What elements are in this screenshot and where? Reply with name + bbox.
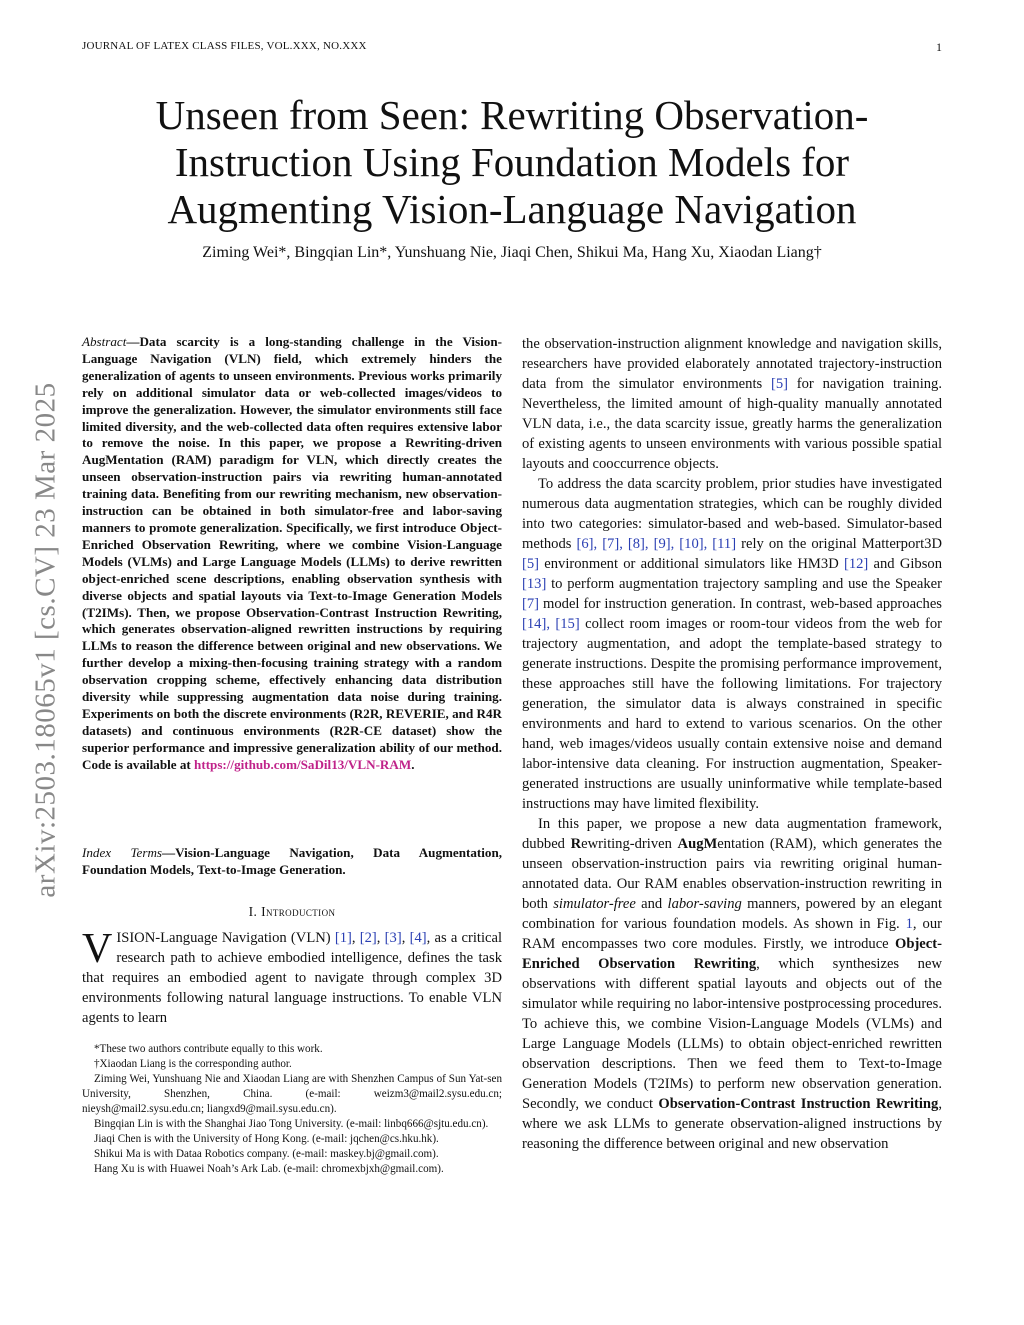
citation-link[interactable]: [2] [359, 930, 377, 946]
citation-link[interactable]: [5] [522, 556, 540, 572]
text-run: collect room images or room-tour videos from the web for trajectory augmentation, and adopt the template-based strategy to generate instructions. Despite the promising performance improvement, these approaches still have the following limitations. For trajectory generation, the simulator data is always constrained in specific environments and hard to extend to various scenarios. On the other hand, web images/videos usually contain extensive noise and demand labor-intensive data cleaning. For instruction augmentation, Speaker-generated instructions are usually uninformative while template-based instructions may have limited flexibility. [522, 616, 942, 812]
citation-link[interactable]: [7] [522, 596, 540, 612]
section-title: Introduction [261, 904, 336, 919]
bold-letter: R [570, 836, 582, 852]
citation-link[interactable]: [12] [843, 556, 869, 572]
index-terms-text: —Vision-Language Navigation, Data Augmentation, Foundation Models, Text-to-Image Generation. [82, 845, 502, 877]
text-run: rely on the original Matterport3D [736, 536, 942, 552]
drop-cap: V [82, 926, 113, 972]
paragraph [522, 814, 942, 1154]
footnote: *These two authors contribute equally to this work. [94, 1043, 323, 1055]
bold-letter: M [703, 836, 718, 852]
text-run: , our RAM encompasses two core modules. Firstly, we introduce [522, 916, 942, 952]
index-terms-label: Index Terms [82, 845, 163, 860]
section-heading [82, 904, 502, 920]
text-run: environment or additional simulators like HM3D [539, 556, 844, 572]
text-run: ewriting-driven [581, 836, 678, 852]
italic-term: simulator-free [553, 896, 636, 912]
footnote: Hang Xu is with Huawei Noah’s Ark Lab. (e-mail: chromexbjxh@gmail.com). [94, 1163, 444, 1175]
text-run: the observation-instruction alignment knowledge and navigation skills, researchers have provided elaborately annotated trajectory-instruction data from the simulator environments [522, 336, 942, 392]
footnote: Ziming Wei, Yunshuang Nie and Xiaodan Liang are with Shenzhen Campus of Sun Yat-sen University, Shenzhen, China. (e-mail: weizm3@mail2.sysu.edu.cn; nieysh@mail2.sysu.edu.cn; liangxd9@mail.sysu.edu.cn). [82, 1073, 502, 1115]
text-run: and Gibson [868, 556, 942, 572]
footnote: Shikui Ma is with Dataa Robotics company. (e-mail: maskey.bj@gmail.com). [94, 1148, 439, 1160]
paragraph [522, 334, 942, 474]
text-run: entation (RAM), which generates the unseen observation-instruction pairs via rewriting original human-annotated data. Our RAM enables observation-instruction rewriting in both [522, 836, 942, 912]
text-run: for navigation training. Nevertheless, the limited amount of high-quality manually annotated VLN data, i.e., the data scarcity issue, greatly harms the generalization of existing agents to unseen environments with various possible spatial layouts and cooccurrence objects. [522, 376, 942, 472]
abstract [82, 334, 502, 774]
paragraph [522, 474, 942, 814]
module-name: Observation-Contrast Instruction Rewriting [658, 1096, 939, 1112]
citation-link[interactable]: [3] [384, 930, 402, 946]
intro-text-a: ISION-Language Navigation (VLN) [116, 930, 335, 946]
citation-link[interactable]: [13] [522, 576, 547, 592]
module-name: Object-Enriched Observation Rewriting [522, 936, 942, 972]
citation-link[interactable]: [4] [409, 930, 427, 946]
author-list: Ziming Wei*, Bingqian Lin*, Yunshuang Nie, Jiaqi Chen, Shikui Ma, Hang Xu, Xiaodan Liang† [202, 244, 822, 261]
index-terms [82, 845, 502, 879]
italic-term: labor-saving [667, 896, 742, 912]
text-run: and [635, 896, 668, 912]
abstract-label: Abstract [82, 334, 127, 349]
right-column [522, 334, 942, 1154]
footnote: †Xiaodan Liang is the corresponding author. [94, 1058, 292, 1070]
citation-link[interactable]: [14], [15] [522, 616, 580, 632]
footnote: Bingqian Lin is with the Shanghai Jiao Tong University. (e-mail: linbq666@sjtu.edu.cn). [94, 1118, 489, 1130]
code-link[interactable]: https://github.com/SaDil13/VLN-RAM [194, 756, 412, 772]
text-run: manners, powered by an elegant combination for various foundation models. As shown in Fig. [522, 896, 943, 932]
text-run: to perform augmentation trajectory sampling and use the Speaker [546, 576, 942, 592]
text-run: In this paper, we propose a new data augmentation framework, dubbed [522, 816, 942, 852]
page-number: 1 [936, 40, 942, 54]
footnotes [82, 1042, 502, 1177]
section-number: I. [248, 904, 258, 919]
paper-title: Unseen from Seen: Rewriting Observation-Instruction Using Foundation Models for Augmenting Vision-Language Navigation [155, 92, 869, 232]
bold-letter: Aug [677, 836, 704, 852]
abstract-end: . [411, 756, 415, 772]
abstract-text: —Data scarcity is a long-standing challenge in the Vision-Language Navigation (VLN) field, which extremely hinders the generalization of agents to unseen environments. Previous works primarily rely on additional simulator data or web-collected images/videos to improve the generalization. However, the simulator environments still face limited diversity, and the web-collected data often requires extensive labor to remove the noise. In this paper, we propose a Rewriting-driven AugMentation (RAM) paradigm for VLN, which directly creates the unseen observation-instruction pairs via rewriting human-annotated training data. Benefiting from our rewriting mechanism, new observation-instruction can be obtained in both simulator-free and labor-saving manners to promote generalization. Specifically, we first introduce Object-Enriched Observation Rewriting, where we combine Vision-Language Models (VLMs) and Large Language Models (LLMs) to derive rewritten object-enriched scene descriptions, enabling observation synthesis with diverse objects and spatial layouts via Text-to-Image Generation Models (T2IMs). Then, we propose Observation-Contrast Instruction Rewriting, which generates observation-aligned rewritten instructions by requiring LLMs to reason the difference between original and new observations. We further develop a mixing-then-focusing training strategy with a random observation cropping scheme, effectively enhancing data distribution diversity while suppressing augmentation data noise during training. Experiments on both the discrete environments (R2R, REVERIE, and R4R datasets) and continuous environments (R2R-CE dataset) show the superior performance and impressive generalization ability of our method. Code is available at [82, 334, 502, 772]
arxiv-stamp: arXiv:2503.18065v1 [cs.CV] 23 Mar 2025 [29, 382, 62, 898]
text-run: model for instruction generation. In contrast, web-based approaches [539, 596, 942, 612]
footnote: Jiaqi Chen is with the University of Hong Kong. (e-mail: jqchen@cs.hku.hk). [94, 1133, 439, 1145]
citation-link[interactable]: [1] [334, 930, 352, 946]
text-run: To address the data scarcity problem, prior studies have investigated numerous data augmentation strategies, which can be roughly divided into two categories: simulator-based and web-based. Simulator-based methods [522, 476, 942, 552]
citation-link[interactable]: [6], [7], [8], [9], [10], [11] [576, 536, 737, 552]
intro-text-b: as a critical research path to achieve embodied intelligence, defines the task that requires an embodied agent to navigate through complex 3D environments following natural language instructions. To enable VLN agents to learn [82, 930, 503, 1026]
citation-link[interactable]: [5] [770, 376, 788, 392]
figure-ref-link[interactable]: 1 [905, 916, 913, 932]
text-run: , where we ask LLMs to generate observation-aligned instructions by reasoning the difference between original and new observation [522, 1096, 942, 1152]
text-run: , which synthesizes new observations with different spatial layouts and objects out of the simulator while requiring no labor-intensive postprocessing procedures. To achieve this, we combine Vision-Language Models (VLMs) and Large Language Models (LLMs) to obtain object-enriched rewritten observation descriptions. Then we feed them to Text-to-Image Generation Models (T2IMs) to perform new observation generation. Secondly, we conduct [522, 956, 942, 1112]
running-header: JOURNAL OF LATEX CLASS FILES, VOL.XXX, NO.XXX [82, 40, 367, 52]
intro-paragraph: VISION-Language Navigation (VLN) [1], [2], [3], [4], as a critical research path to achieve embodied intelligence, defines the task that requires an embodied agent to navigate through complex 3D environments following natural language instructions. To enable VLN agents to learn [82, 926, 503, 1026]
